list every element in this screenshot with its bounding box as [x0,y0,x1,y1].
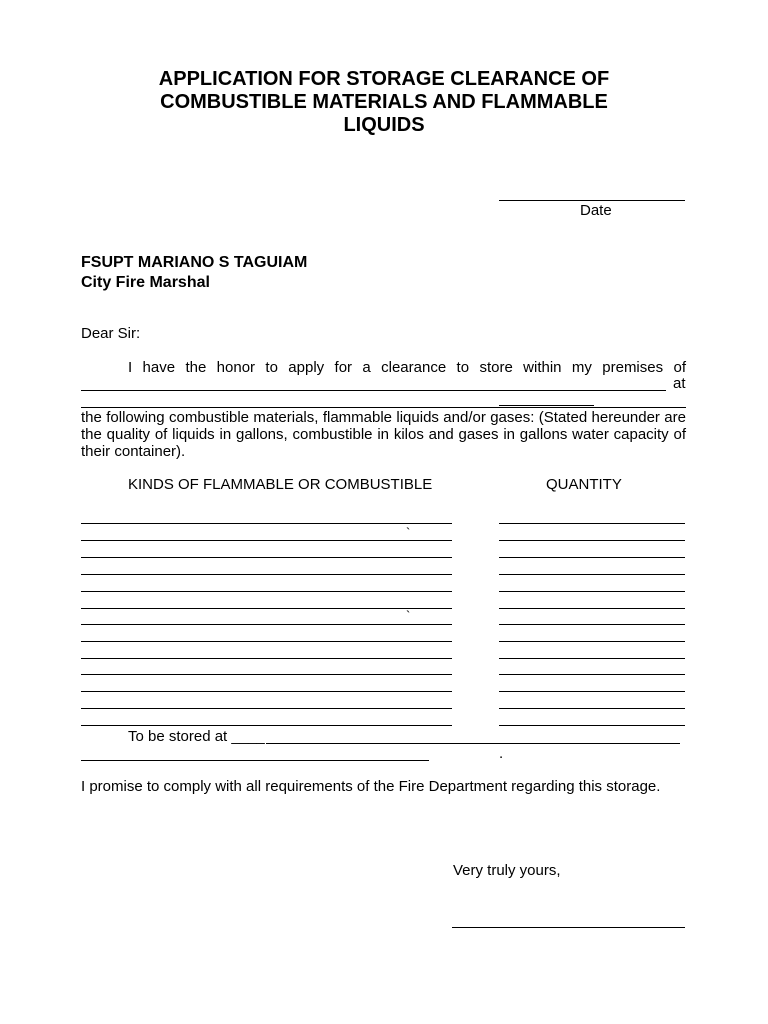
quantity-blank-line[interactable] [499,725,685,726]
kinds-blank-line[interactable] [81,674,452,675]
title-line-2: COMBUSTIBLE MATERIALS AND FLAMMABLE [160,91,608,113]
location-blank-segment [499,405,594,406]
quantity-blank-line[interactable] [499,658,685,659]
kinds-blank-line[interactable] [81,540,452,541]
addressee-name: FSUPT MARIANO S TAGUIAM [81,254,308,271]
quantity-blank-line[interactable] [499,691,685,692]
kinds-blank-line[interactable] [81,523,452,524]
title-line-3: LIQUIDS [343,114,425,136]
signature-line[interactable] [452,927,685,928]
kinds-blank-line[interactable] [81,725,452,726]
date-label: Date [580,202,612,219]
addressee-position: City Fire Marshal [81,274,210,291]
closing-phrase: Very truly yours, [453,862,561,879]
salutation: Dear Sir: [81,325,141,342]
quantity-blank-line[interactable] [499,641,685,642]
kinds-blank-line[interactable] [81,557,452,558]
premises-blank-line[interactable] [81,390,666,391]
date-signature-line[interactable] [499,200,685,201]
kinds-blank-line[interactable] [81,691,452,692]
kinds-blank-line[interactable] [81,641,452,642]
kinds-blank-line[interactable] [81,591,452,592]
stored-at-blank-line[interactable] [266,743,680,744]
document-title [60,68,708,137]
quantity-blank-line[interactable] [499,708,685,709]
quantity-blank-line[interactable] [499,540,685,541]
stored-at-blank-line-2[interactable] [81,760,429,761]
quantity-blank-line[interactable] [499,624,685,625]
kinds-blank-line[interactable] [81,608,452,609]
column-header-quantity: QUANTITY [546,476,622,493]
quantity-blank-line[interactable] [499,574,685,575]
backtick-mark: ` [406,525,411,540]
kinds-blank-line[interactable] [81,624,452,625]
at-word: at [673,375,686,392]
kinds-blank-line[interactable] [81,708,452,709]
title-line-1: APPLICATION FOR STORAGE CLEARANCE OF [158,68,610,90]
paragraph-promise: I promise to comply with all requirements of the Fire Department regarding this storage. [81,778,661,795]
quantity-blank-line[interactable] [499,523,685,524]
paragraph-intro: I have the honor to apply for a clearance to store within my premises of [128,359,686,376]
kinds-blank-line[interactable] [81,574,452,575]
quantity-blank-line[interactable] [499,557,685,558]
column-header-kinds: KINDS OF FLAMMABLE OR COMBUSTIBLE [128,476,433,493]
paragraph-continuation: the following combustible materials, flammable liquids and/or gases: (Stated hereunder are the quality of liquids in gallons, combustible in kilos and gases in gallons water capacity of their container). [81,409,686,460]
backtick-mark: ` [406,608,411,623]
location-blank-line[interactable] [81,407,686,408]
stored-at-label: To be stored at ____ [128,728,265,745]
stored-at-period: . [499,745,504,762]
quantity-blank-line[interactable] [499,608,685,609]
quantity-blank-line[interactable] [499,674,685,675]
quantity-blank-line[interactable] [499,591,685,592]
kinds-blank-line[interactable] [81,658,452,659]
